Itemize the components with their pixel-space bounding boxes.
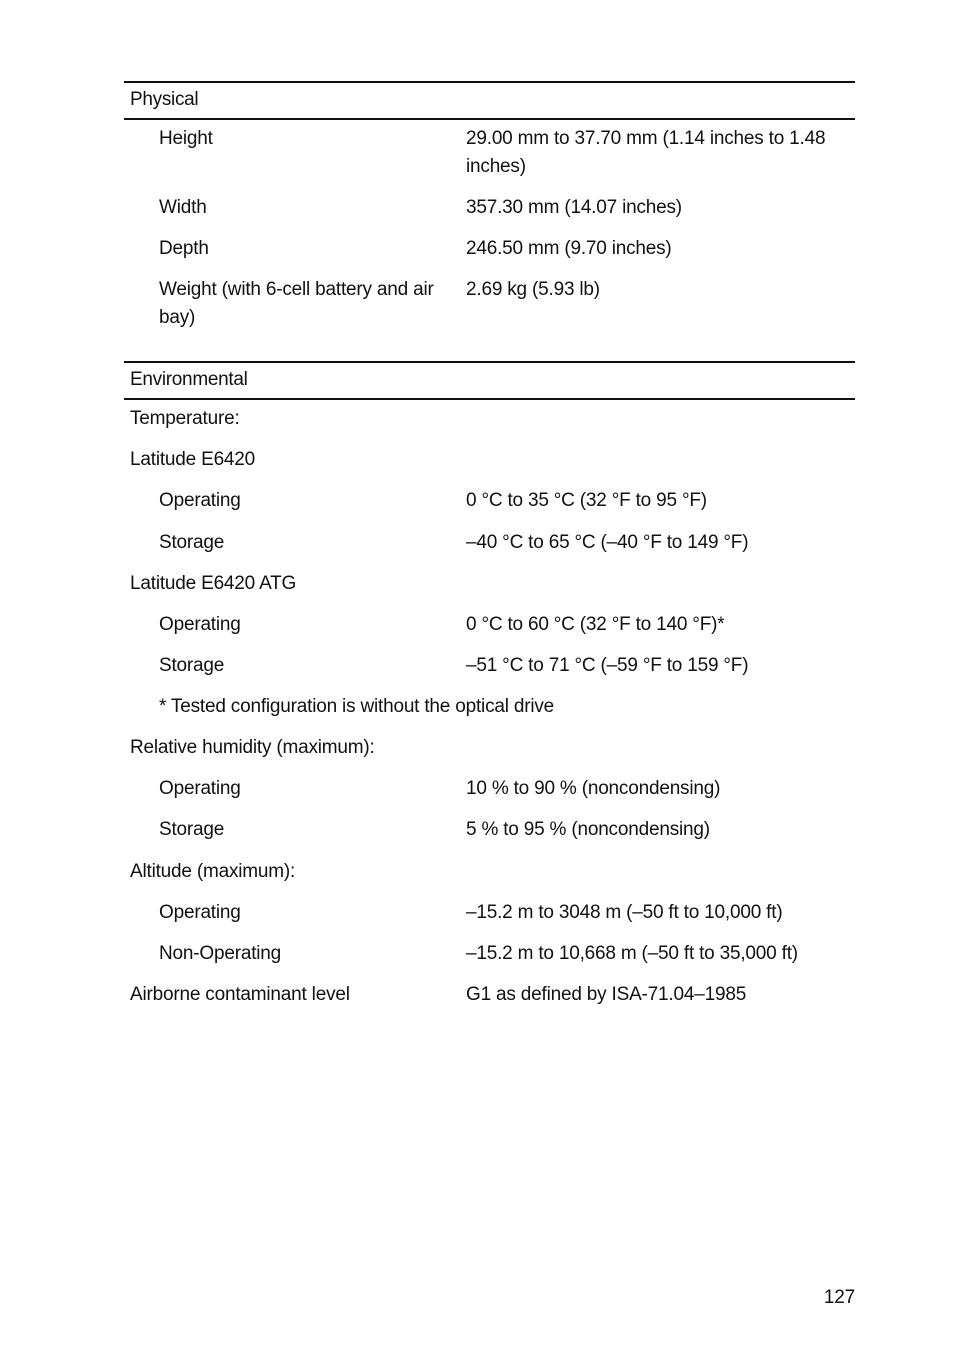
e6420-operating-label: Operating [159, 490, 241, 511]
altitude-operating-value: –15.2 m to 3048 m (–50 ft to 10,000 ft) [466, 902, 783, 923]
height-label: Height [159, 128, 213, 149]
weight-value: 2.69 kg (5.93 lb) [466, 279, 600, 300]
altitude-nonoperating-value: –15.2 m to 10,668 m (–50 ft to 35,000 ft) [466, 943, 798, 964]
e6420-atg-operating-value: 0 °C to 60 °C (32 °F to 140 °F)* [466, 614, 725, 635]
e6420-storage-label: Storage [159, 532, 225, 553]
e6420-atg-storage-value: –51 °C to 71 °C (–59 °F to 159 °F) [466, 655, 749, 676]
depth-label: Depth [159, 238, 209, 259]
height-value: 29.00 mm to 37.70 mm (1.14 inches to 1.48 inches) [466, 128, 826, 177]
page-number: 127 [823, 1287, 855, 1308]
altitude-nonoperating-label: Non-Operating [159, 943, 282, 964]
environmental-section-header [124, 361, 855, 400]
weight-label: Weight (with 6-cell battery and air bay) [159, 279, 434, 328]
e6420-operating-value: 0 °C to 35 °C (32 °F to 95 °F) [466, 490, 707, 511]
e6420-atg-operating-label: Operating [159, 614, 241, 635]
humidity-storage-value: 5 % to 95 % (noncondensing) [466, 819, 710, 840]
e6420-label: Latitude E6420 [130, 449, 256, 470]
humidity-storage-label: Storage [159, 819, 225, 840]
e6420-atg-label: Latitude E6420 ATG [130, 573, 297, 594]
airborne-label: Airborne contaminant level [130, 984, 350, 1005]
e6420-atg-storage-label: Storage [159, 655, 225, 676]
e6420-storage-value: –40 °C to 65 °C (–40 °F to 149 °F) [466, 532, 749, 553]
environmental-heading: Environmental [130, 369, 248, 390]
physical-heading: Physical [130, 89, 199, 110]
altitude-operating-label: Operating [159, 902, 241, 923]
depth-value: 246.50 mm (9.70 inches) [466, 238, 672, 259]
temperature-label: Temperature: [130, 408, 240, 429]
humidity-label: Relative humidity (maximum): [130, 737, 375, 758]
humidity-operating-value: 10 % to 90 % (noncondensing) [466, 778, 721, 799]
altitude-label: Altitude (maximum): [130, 861, 296, 882]
width-value: 357.30 mm (14.07 inches) [466, 197, 682, 218]
humidity-operating-label: Operating [159, 778, 241, 799]
optical-drive-footnote: * Tested configuration is without the optical drive [159, 696, 555, 717]
width-label: Width [159, 197, 207, 218]
airborne-value: G1 as defined by ISA-71.04–1985 [466, 984, 747, 1005]
physical-section-header [124, 81, 855, 120]
